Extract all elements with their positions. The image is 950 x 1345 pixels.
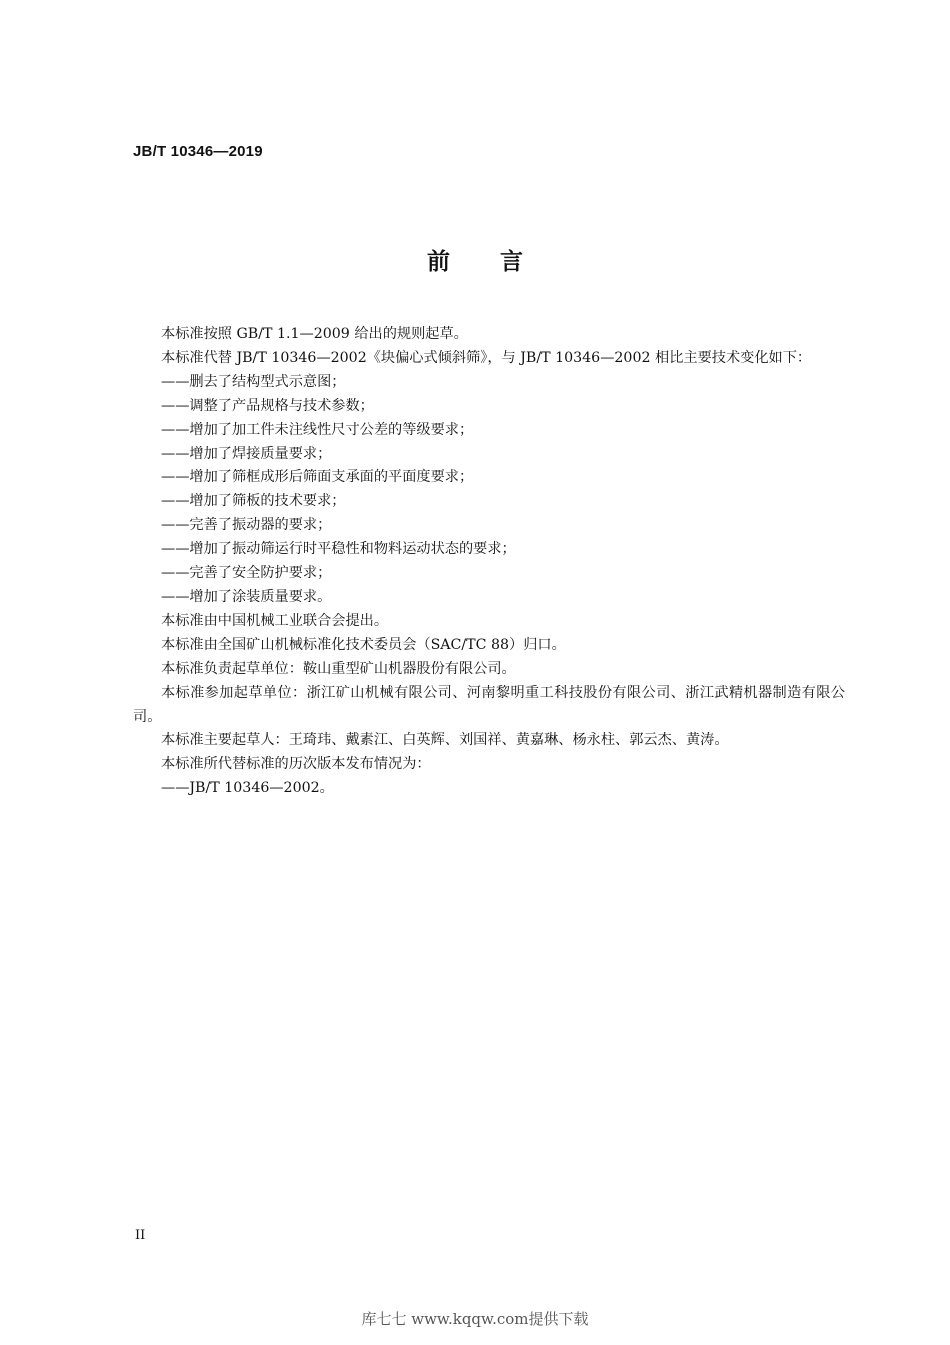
section-title-part-2: 言 — [500, 249, 523, 275]
paragraph-replacement: 本标准代替 JB/T 10346—2002《块偏心式倾斜筛》，与 JB/T 10346—2002 相比主要技术变化如下： — [161, 349, 812, 366]
section-title-part-1: 前 — [427, 249, 450, 275]
change-item: ——增加了焊接质量要求； — [161, 445, 332, 462]
change-item: ——完善了安全防护要求； — [161, 565, 332, 582]
paragraph-drafting-rules: 本标准按照 GB/T 1.1—2009 给出的规则起草。 — [161, 326, 468, 342]
paragraph-history-intro: 本标准所代替标准的历次版本发布情况为： — [161, 756, 431, 773]
change-item: ——完善了振动器的要求； — [161, 517, 332, 534]
history-item: ——JB/T 10346—2002。 — [161, 780, 334, 797]
paragraph-proposer: 本标准由中国机械工业联合会提出。 — [161, 612, 389, 629]
change-item: ——增加了振动筛运行时平稳性和物料运动状态的要求； — [161, 541, 516, 558]
document-code: JB/T 10346—2019 — [133, 143, 263, 160]
download-footer: 库七七 www.kqqw.com提供下载 — [361, 1310, 589, 1328]
section-title — [0, 243, 950, 276]
paragraph-main-drafters: 本标准主要起草人：王琦玮、戴素江、白英辉、刘国祥、黄嘉琳、杨永柱、郭云杰、黄涛。 — [161, 732, 729, 749]
change-item: ——调整了产品规格与技术参数； — [161, 397, 374, 414]
change-item: ——增加了筛框成形后筛面支承面的平面度要求； — [161, 469, 474, 486]
change-item: ——增加了涂装质量要求。 — [161, 588, 332, 605]
page-number: II — [135, 1228, 146, 1243]
change-item: ——增加了加工件未注线性尺寸公差的等级要求； — [161, 421, 474, 438]
paragraph-participating-drafters: 本标准参加起草单位：浙江矿山机械有限公司、河南黎明重工科技股份有限公司、浙江武精机器制造有限公司。 — [133, 684, 845, 725]
change-item: ——删去了结构型式示意图； — [161, 373, 346, 390]
foreword-body — [133, 323, 845, 801]
change-item: ——增加了筛板的技术要求； — [161, 493, 346, 510]
paragraph-committee: 本标准由全国矿山机械标准化技术委员会（SAC/TC 88）归口。 — [161, 636, 566, 653]
paragraph-lead-drafter: 本标准负责起草单位：鞍山重型矿山机器股份有限公司。 — [161, 660, 516, 677]
